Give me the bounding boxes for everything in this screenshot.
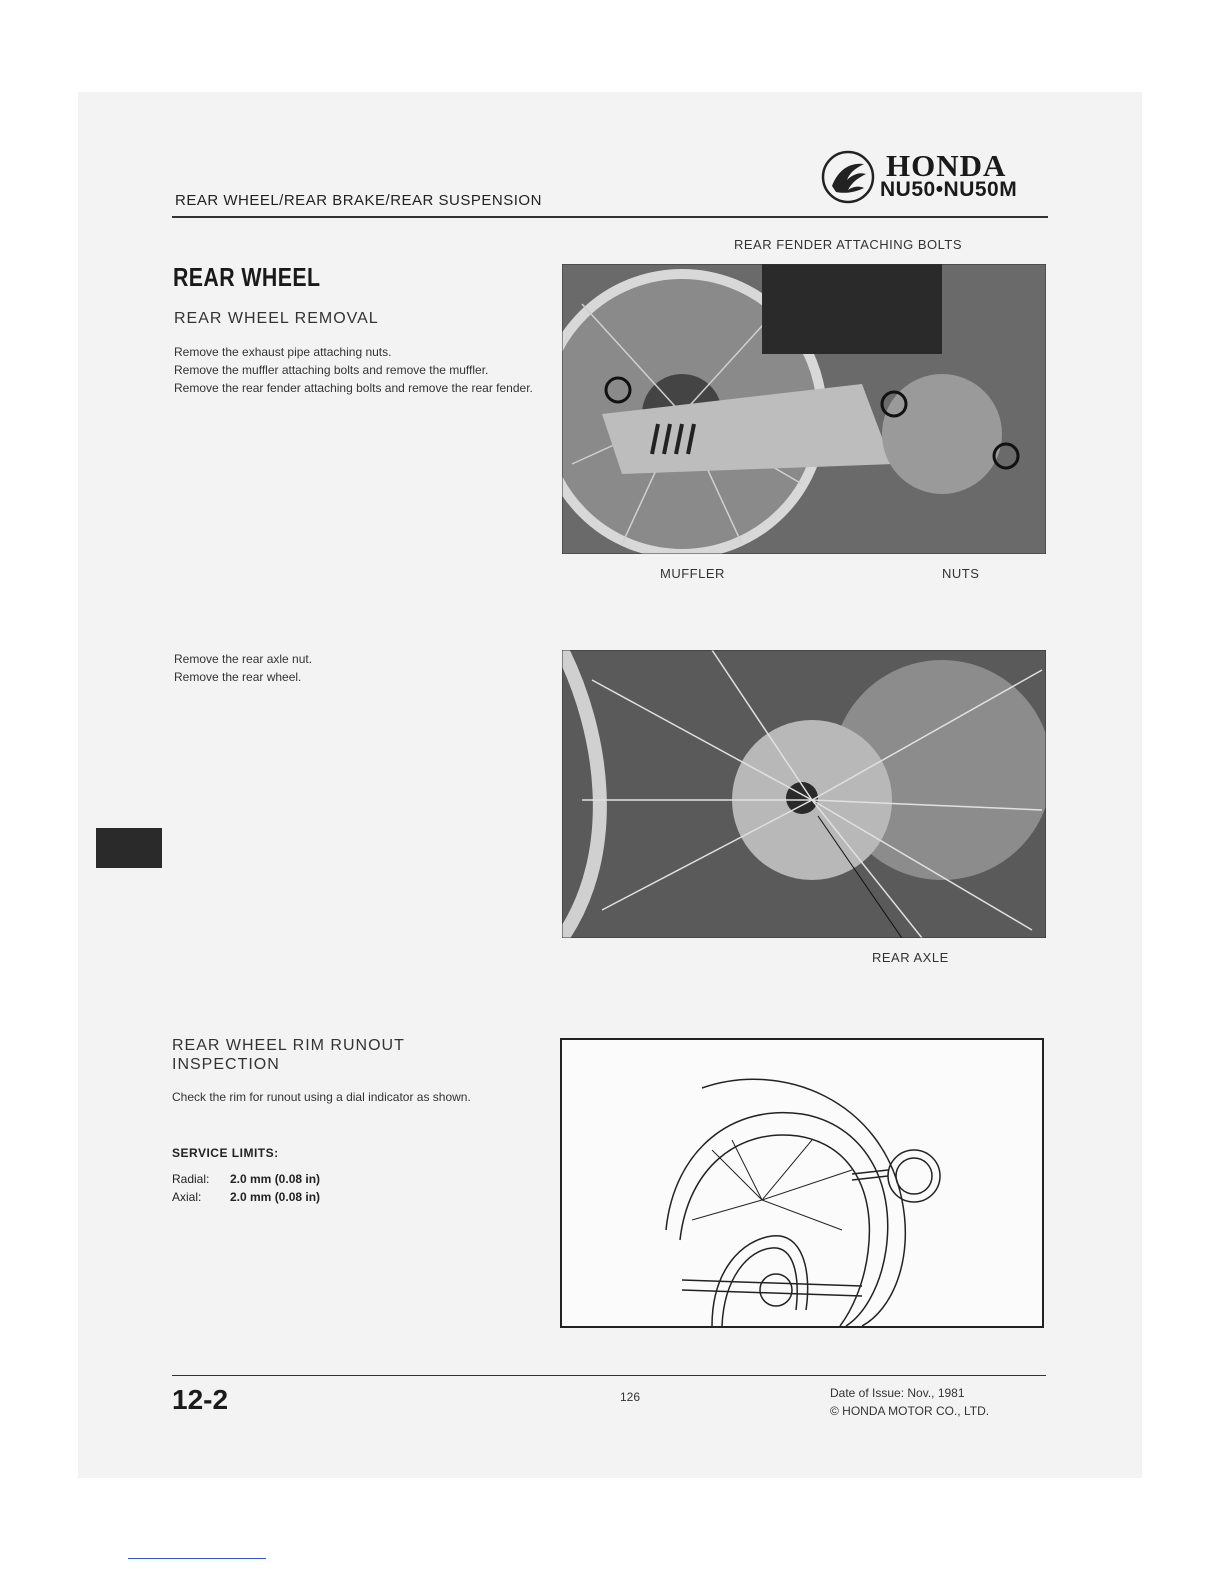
honda-logo	[820, 148, 1048, 206]
page-number: 12-2	[172, 1384, 229, 1415]
runout-subtitle	[172, 1036, 472, 1074]
limit-value: 2.0 mm (0.08 in)	[230, 1190, 321, 1204]
limit-value: 2.0 mm (0.08 in)	[230, 1172, 321, 1186]
rear-axle-photo-illustration	[562, 650, 1046, 938]
rear-axle-label: REAR AXLE	[872, 950, 949, 965]
fender-bolts-label: REAR FENDER ATTACHING BOLTS	[734, 237, 963, 252]
header-rule	[172, 216, 1048, 218]
dial-indicator-diagram	[560, 1038, 1044, 1328]
section-title: REAR WHEEL	[173, 262, 321, 292]
model-name: NU50•NU50M	[880, 178, 1018, 201]
issue-info	[830, 1384, 989, 1420]
chapter-header: REAR WHEEL/REAR BRAKE/REAR SUSPENSION	[175, 192, 542, 209]
axle-step: Remove the rear wheel.	[174, 670, 302, 684]
service-limits-title: SERVICE LIMITS:	[172, 1146, 279, 1160]
service-limit-axial	[172, 1190, 320, 1204]
chapter-tab-marker	[96, 828, 162, 868]
runout-subtitle-line: INSPECTION	[172, 1056, 280, 1073]
runout-text: Check the rim for runout using a dial indicator as shown.	[172, 1090, 471, 1104]
limit-label: Radial:	[172, 1172, 210, 1186]
axle-steps	[174, 650, 534, 686]
muffler-label: MUFFLER	[660, 566, 725, 581]
copyright: © HONDA MOTOR CO., LTD.	[830, 1404, 990, 1418]
sheet-number: 126	[620, 1390, 641, 1404]
removal-step: Remove the muffler attaching bolts and remove the muffler.	[174, 363, 489, 377]
footer-rule	[172, 1375, 1046, 1376]
axle-step: Remove the rear axle nut.	[174, 652, 313, 666]
muffler-photo-illustration	[562, 264, 1046, 554]
honda-wing-icon	[820, 150, 876, 204]
footer-link-underline	[128, 1558, 266, 1559]
limit-label: Axial:	[172, 1190, 202, 1204]
brand-name: HONDA	[886, 148, 1007, 183]
rear-axle-photo	[562, 650, 1046, 938]
muffler-photo	[562, 264, 1046, 554]
removal-step: Remove the rear fender attaching bolts and remove the rear fender.	[174, 381, 533, 395]
removal-steps	[174, 343, 542, 397]
removal-subtitle: REAR WHEEL REMOVAL	[174, 310, 379, 327]
nuts-label: NUTS	[942, 566, 980, 581]
runout-subtitle-line: REAR WHEEL RIM RUNOUT	[172, 1037, 405, 1054]
rim-runout-drawing	[562, 1040, 1042, 1326]
issue-date: Date of Issue: Nov., 1981	[830, 1386, 965, 1400]
service-limit-radial	[172, 1172, 320, 1186]
removal-step: Remove the exhaust pipe attaching nuts.	[174, 345, 392, 359]
